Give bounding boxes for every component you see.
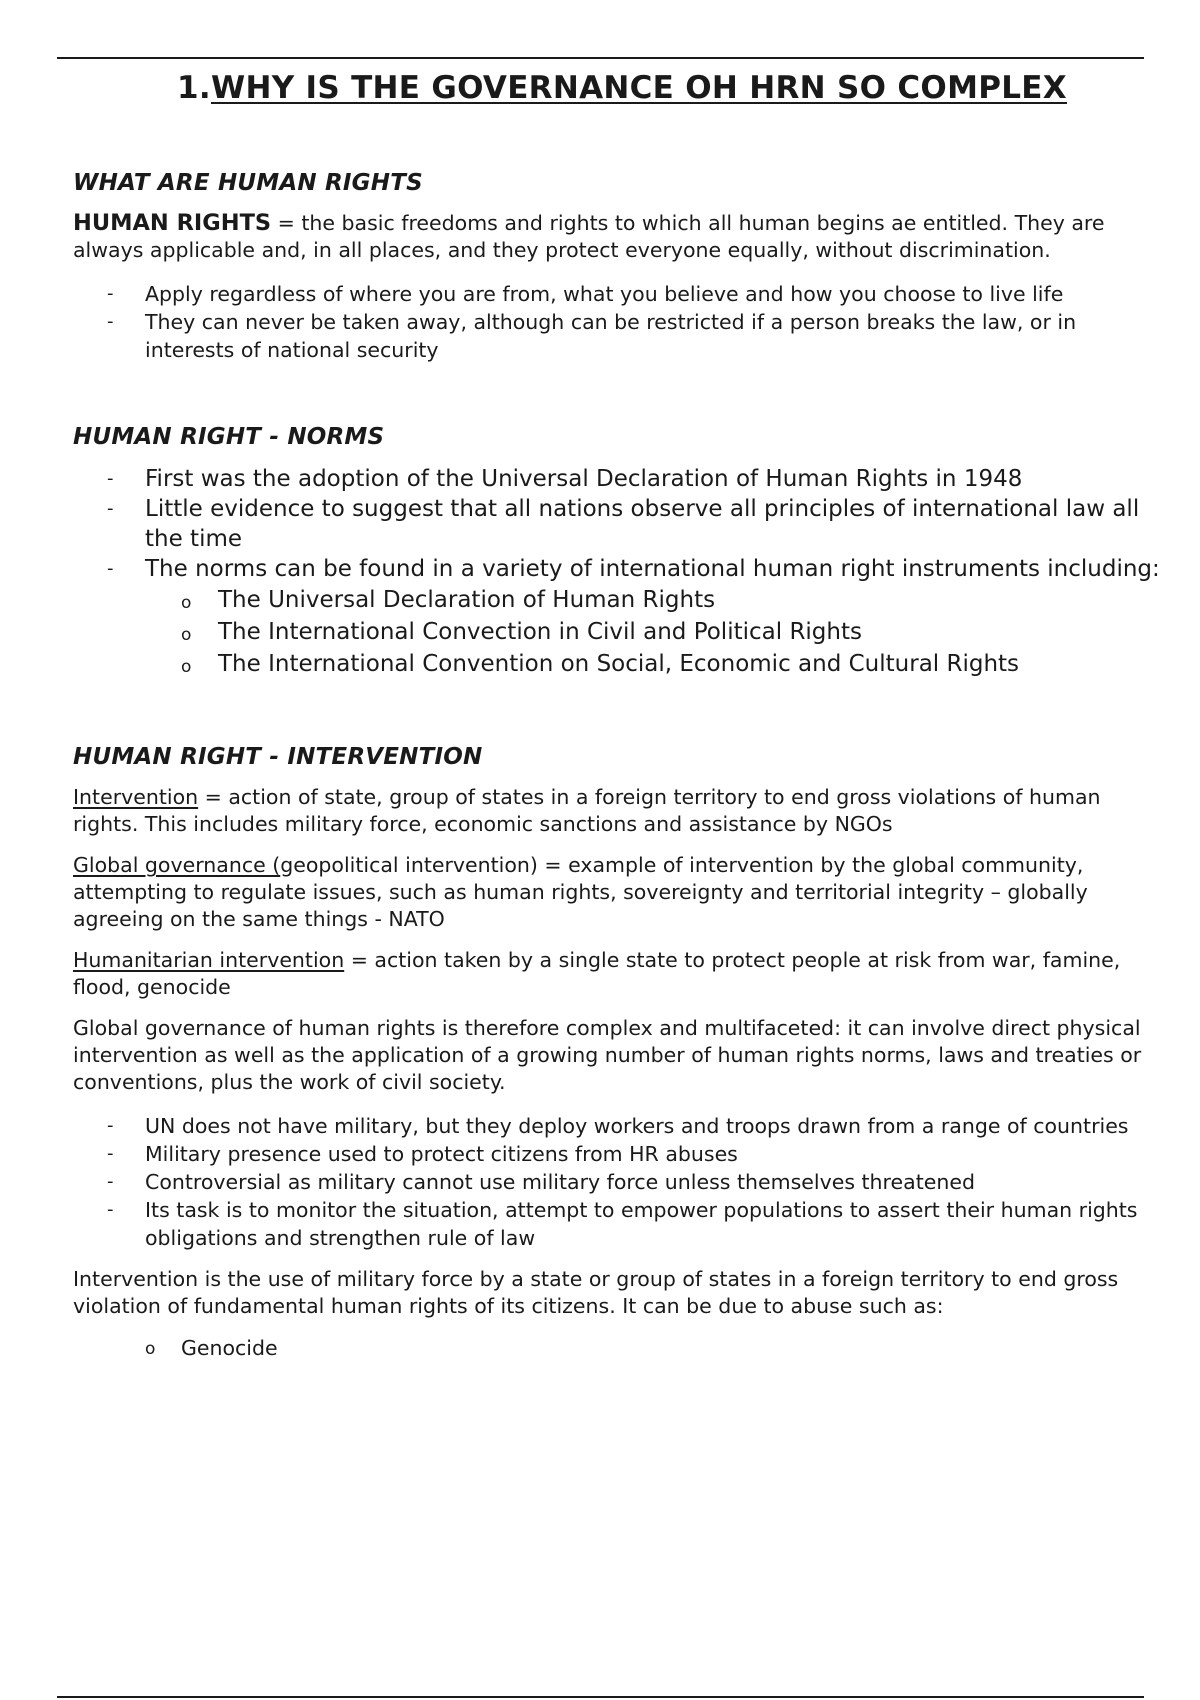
list-item: o Genocide [145,1336,278,1360]
heading-intervention: HUMAN RIGHT - INTERVENTION [73,744,483,770]
abuse-list [73,1334,1163,1362]
document-body [73,170,1163,1362]
heading-norms: HUMAN RIGHT - NORMS [73,424,385,450]
what-bullet-list [73,280,1163,364]
list-item: - Its task is to monitor the situation, attempt to empower populations to assert their human rights obligations and strengthen rule of law [107,1198,1138,1250]
list-item: o The International Convention on Social, Economic and Cultural Rights [181,651,1020,677]
norms-instruments-list [73,584,1163,680]
list-item: - The norms can be found in a variety of international human right instruments including: [107,556,1160,582]
bottom-rule [57,1696,1144,1698]
top-rule [57,57,1144,59]
list-item: - Little evidence to suggest that all nations observe all principles of international law all the time [107,496,1140,552]
intervention-summary-paragraph: Intervention is the use of military force by a state or group of states in a foreign territory to end gross violation of fundamental human rights of its citizens. It can be due to abuse such as: [73,1267,1119,1318]
human-rights-term: HUMAN RIGHTS [73,210,272,236]
list-item: - UN does not have military, but they deploy workers and troops drawn from a range of countries [107,1114,1129,1138]
complexity-paragraph: Global governance of human rights is therefore complex and multifaceted: it can involve direct physical intervention as well as the application of a growing number of human rights norms, laws and treaties or conventions, plus the work of civil society. [73,1016,1142,1094]
humanitarian-intervention-definition: Humanitarian intervention = action taken by a single state to protect people at risk from war, famine, flood, genocide [73,948,1121,999]
list-item: - Apply regardless of where you are from, what you believe and how you choose to live life [107,282,1064,306]
list-item: o The Universal Declaration of Human Rights [181,587,716,613]
norms-bullet-list [73,464,1163,584]
list-item: - Controversial as military cannot use military force unless themselves threatened [107,1170,975,1194]
intervention-bullet-list [73,1112,1163,1252]
human-rights-definition: HUMAN RIGHTS = the basic freedoms and rights to which all human begins ae entitled. They are always applicable and, in all places, and they protect everyone equally, without discrimination. [73,210,1105,262]
page-title: 1.WHY IS THE GOVERNANCE OH HRN SO COMPLEX [177,70,1067,106]
list-item: - First was the adoption of the Universal Declaration of Human Rights in 1948 [107,466,1023,492]
heading-what-are-human-rights: WHAT ARE HUMAN RIGHTS [73,170,423,196]
list-item: o The International Convection in Civil and Political Rights [181,619,862,645]
list-item: - Military presence used to protect citizens from HR abuses [107,1142,738,1166]
list-item: - They can never be taken away, although can be restricted if a person breaks the law, or in interests of national security [107,310,1077,362]
intervention-definition: Intervention = action of state, group of states in a foreign territory to end gross violations of human rights. This includes military force, economic sanctions and assistance by NGOs [73,785,1101,836]
global-governance-definition: Global governance (geopolitical intervention) = example of intervention by the global community, attempting to regulate issues, such as human rights, sovereignty and territorial integrity – globally agreeing on the same things - NATO [73,853,1088,931]
